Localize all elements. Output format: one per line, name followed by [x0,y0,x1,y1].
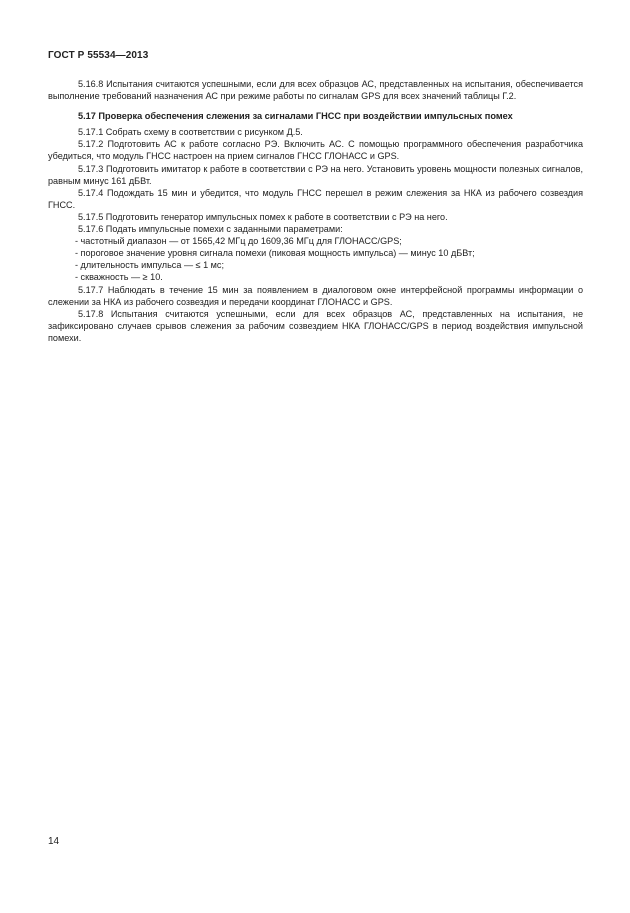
paragraph-5-17-2: 5.17.2 Подготовить АС к работе согласно РЭ. Включить АС. С помощью программного обеспечения разработчика убедиться, что модуль ГНСС настроен на прием сигналов ГНСС ГЛОНАСС и GPS. [48,139,583,162]
document-body [48,78,583,344]
section-title-5-17: 5.17 Проверка обеспечения слежения за сигналами ГНСС при воздействии импульсных помех [78,111,513,122]
paragraph-5-17-6: 5.17.6 Подать импульсные помехи с заданными параметрами: [78,224,343,235]
list-item-threshold-level: - пороговое значение уровня сигнала помехи (пиковая мощность импульса) — минус 10 дБВт; [75,248,475,259]
paragraph-5-17-1: 5.17.1 Собрать схему в соответствии с рисунком Д.5. [78,127,303,138]
page-number: 14 [48,836,60,847]
paragraph-5-17-8: 5.17.8 Испытания считаются успешными, если для всех образцов АС, представленных на испытания, не зафиксировано случаев срывов слежения за рабочим созвездием НКА ГЛОНАСС/GPS в период воздействия импульсной помехи. [48,308,583,343]
list-item-duty-cycle: - скважность — ≥ 10. [75,272,163,283]
document-header: ГОСТ Р 55534—2013 [48,50,149,61]
paragraph-5-17-7: 5.17.7 Наблюдать в течение 15 мин за появлением в диалоговом окне интерфейсной программы информации о слежении за НКА из рабочего созвездия и передачи координат ГЛОНАСС и GPS. [48,284,583,307]
list-item-frequency-range: - частотный диапазон — от 1565,42 МГц до 1609,36 МГц для ГЛОНАСС/GPS; [75,236,402,247]
paragraph-5-16-8: 5.16.8 Испытания считаются успешными, если для всех образцов АС, представленных на испытания, обеспечивается выполнение требований назначения АС при режиме работы по сигналам GPS для всех значений таблицы Г.2. [48,79,583,102]
list-item-pulse-duration: - длительность импульса — ≤ 1 мс; [75,260,224,271]
paragraph-5-17-4: 5.17.4 Подождать 15 мин и убедится, что модуль ГНСС перешел в режим слежения за НКА из рабочего созвездия ГНСС. [48,187,583,210]
paragraph-5-17-5: 5.17.5 Подготовить генератор импульсных помех к работе в соответствии с РЭ на него. [78,211,448,222]
paragraph-5-17-3: 5.17.3 Подготовить имитатор к работе в соответствии с РЭ на него. Установить уровень мощности полезных сигналов, равным минус 161 дБВт. [48,163,583,186]
